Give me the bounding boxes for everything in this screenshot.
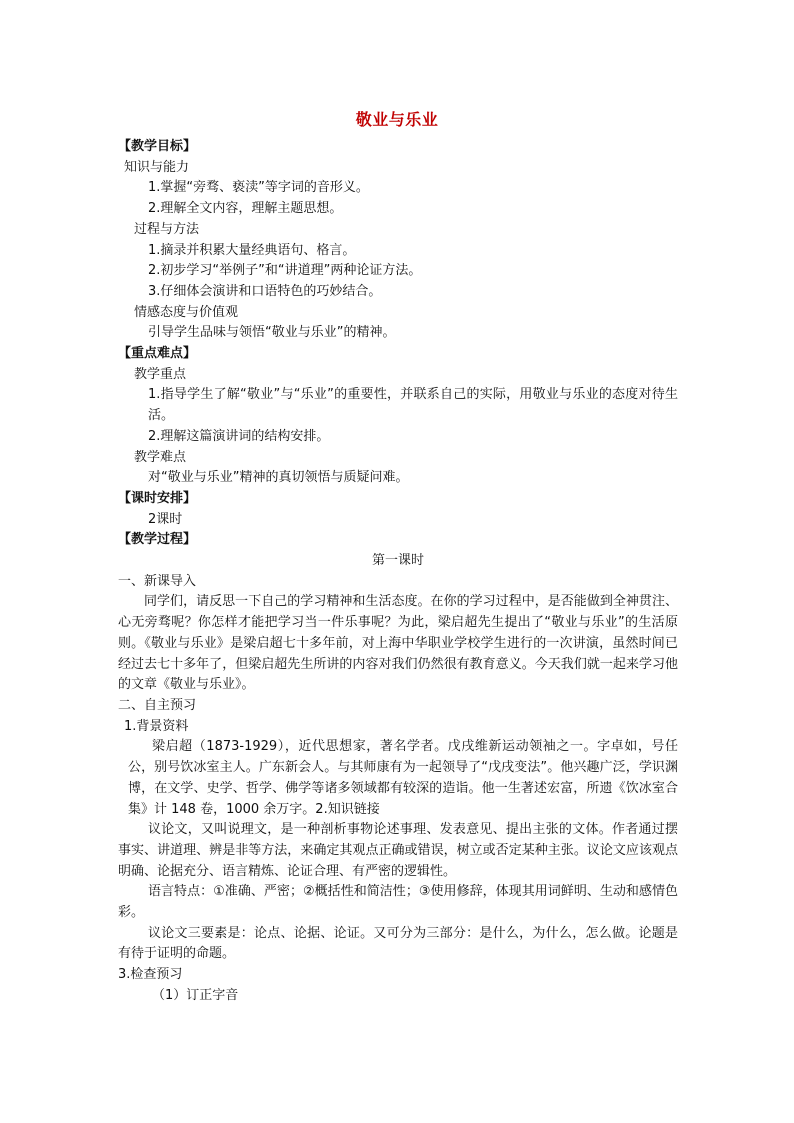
list-item: 2.理解全文内容，理解主题思想。 — [148, 201, 343, 217]
list-item: 2.初步学习“举例子”和“讲道理”两种论证方法。 — [148, 263, 422, 279]
list-item: 1.指导学生了解“敬业”与“乐业”的重要性，并联系自己的实际，用敬业与乐业的态度对待生活。 — [148, 387, 678, 424]
paragraph: 议论文三要素是：论点、论据、论证。又可分为三部分：是什么，为什么，怎么做。论题是有待于证明的命题。 — [118, 925, 678, 962]
step-heading: 二、自主预习 — [118, 697, 197, 713]
schedule-value: 2课时 — [148, 511, 183, 527]
paragraph: 梁启超（1873-1929），近代思想家，著名学者。戊戌维新运动领袖之一。字卓如，号任公，别号饮冰室主人。广东新会人。与其师康有为一起领导了“戊戌变法”。他兴趣广泛，学识渊博，在文学、史学、哲学、佛学等诸多领域都有较深的造诣。他一生著述宏富，所遗《饮冰室合集》计 148 卷，1000 余万字。2.知识链接 — [128, 739, 678, 817]
subheading: 过程与方法 — [134, 221, 200, 237]
subheading: 教学难点 — [134, 449, 187, 465]
paragraph: 同学们，请反思一下自己的学习精神和生活态度。在你的学习过程中，是否能做到全神贯注、心无旁骛呢？你怎样才能把学习当一件乐事呢？为此，梁启超先生提出了“敬业与乐业”的生活原则。《敬业与乐业》是梁启超七十多年前，对上海中华职业学校学生进行的一次讲演，虽然时间已经过去七十多年了，但梁启超先生所讲的内容对我们仍然很有教育意义。今天我们就一起来学习他的文章《敬业与乐业》。 — [118, 594, 678, 693]
subheading: 3.检查预习 — [118, 967, 183, 983]
paragraph: 议论文，又叫说理文，是一种剖析事物论述事理、发表意见、提出主张的文体。作者通过摆事实、讲道理、辨是非等方法，来确定其观点正确或错误，树立或否定某种主张。议论文应该观点明确、论据充分、语言精炼、论证合理、有严密的逻辑性。 — [118, 822, 678, 879]
page-title: 敬业与乐业 — [355, 110, 439, 129]
subheading: 知识与能力 — [124, 159, 190, 175]
list-item: 1.掌握“旁骛、亵渎”等字词的音形义。 — [148, 180, 369, 196]
paragraph: 语言特点：①准确、严密；②概括性和简洁性；③使用修辞，体现其用词鲜明、生动和感情色彩。 — [118, 884, 678, 921]
lesson-heading: 第一课时 — [371, 553, 424, 569]
subheading: 情感态度与价值观 — [134, 304, 239, 320]
section-heading-process: 【教学过程】 — [118, 532, 197, 548]
list-item: 引导学生品味与领悟“敬业与乐业”的精神。 — [148, 325, 396, 341]
section-heading-key-points: 【重点难点】 — [118, 346, 197, 362]
section-heading-objectives: 【教学目标】 — [118, 139, 197, 154]
list-item: 2.理解这篇演讲词的结构安排。 — [148, 428, 330, 444]
subheading: 教学重点 — [134, 366, 187, 382]
list-item: 3.仔细体会演讲和口语特色的巧妙结合。 — [148, 283, 382, 299]
list-item: 对“敬业与乐业”精神的真切领悟与质疑问难。 — [148, 470, 409, 486]
subheading: （1）订正字音 — [152, 987, 239, 1003]
document-body — [118, 137, 678, 1007]
subheading: 1.背景资料 — [124, 718, 189, 734]
list-item: 1.摘录并积累大量经典语句、格言。 — [148, 242, 356, 258]
section-heading-schedule: 【课时安排】 — [118, 490, 197, 506]
step-heading: 一、新课导入 — [118, 573, 197, 589]
